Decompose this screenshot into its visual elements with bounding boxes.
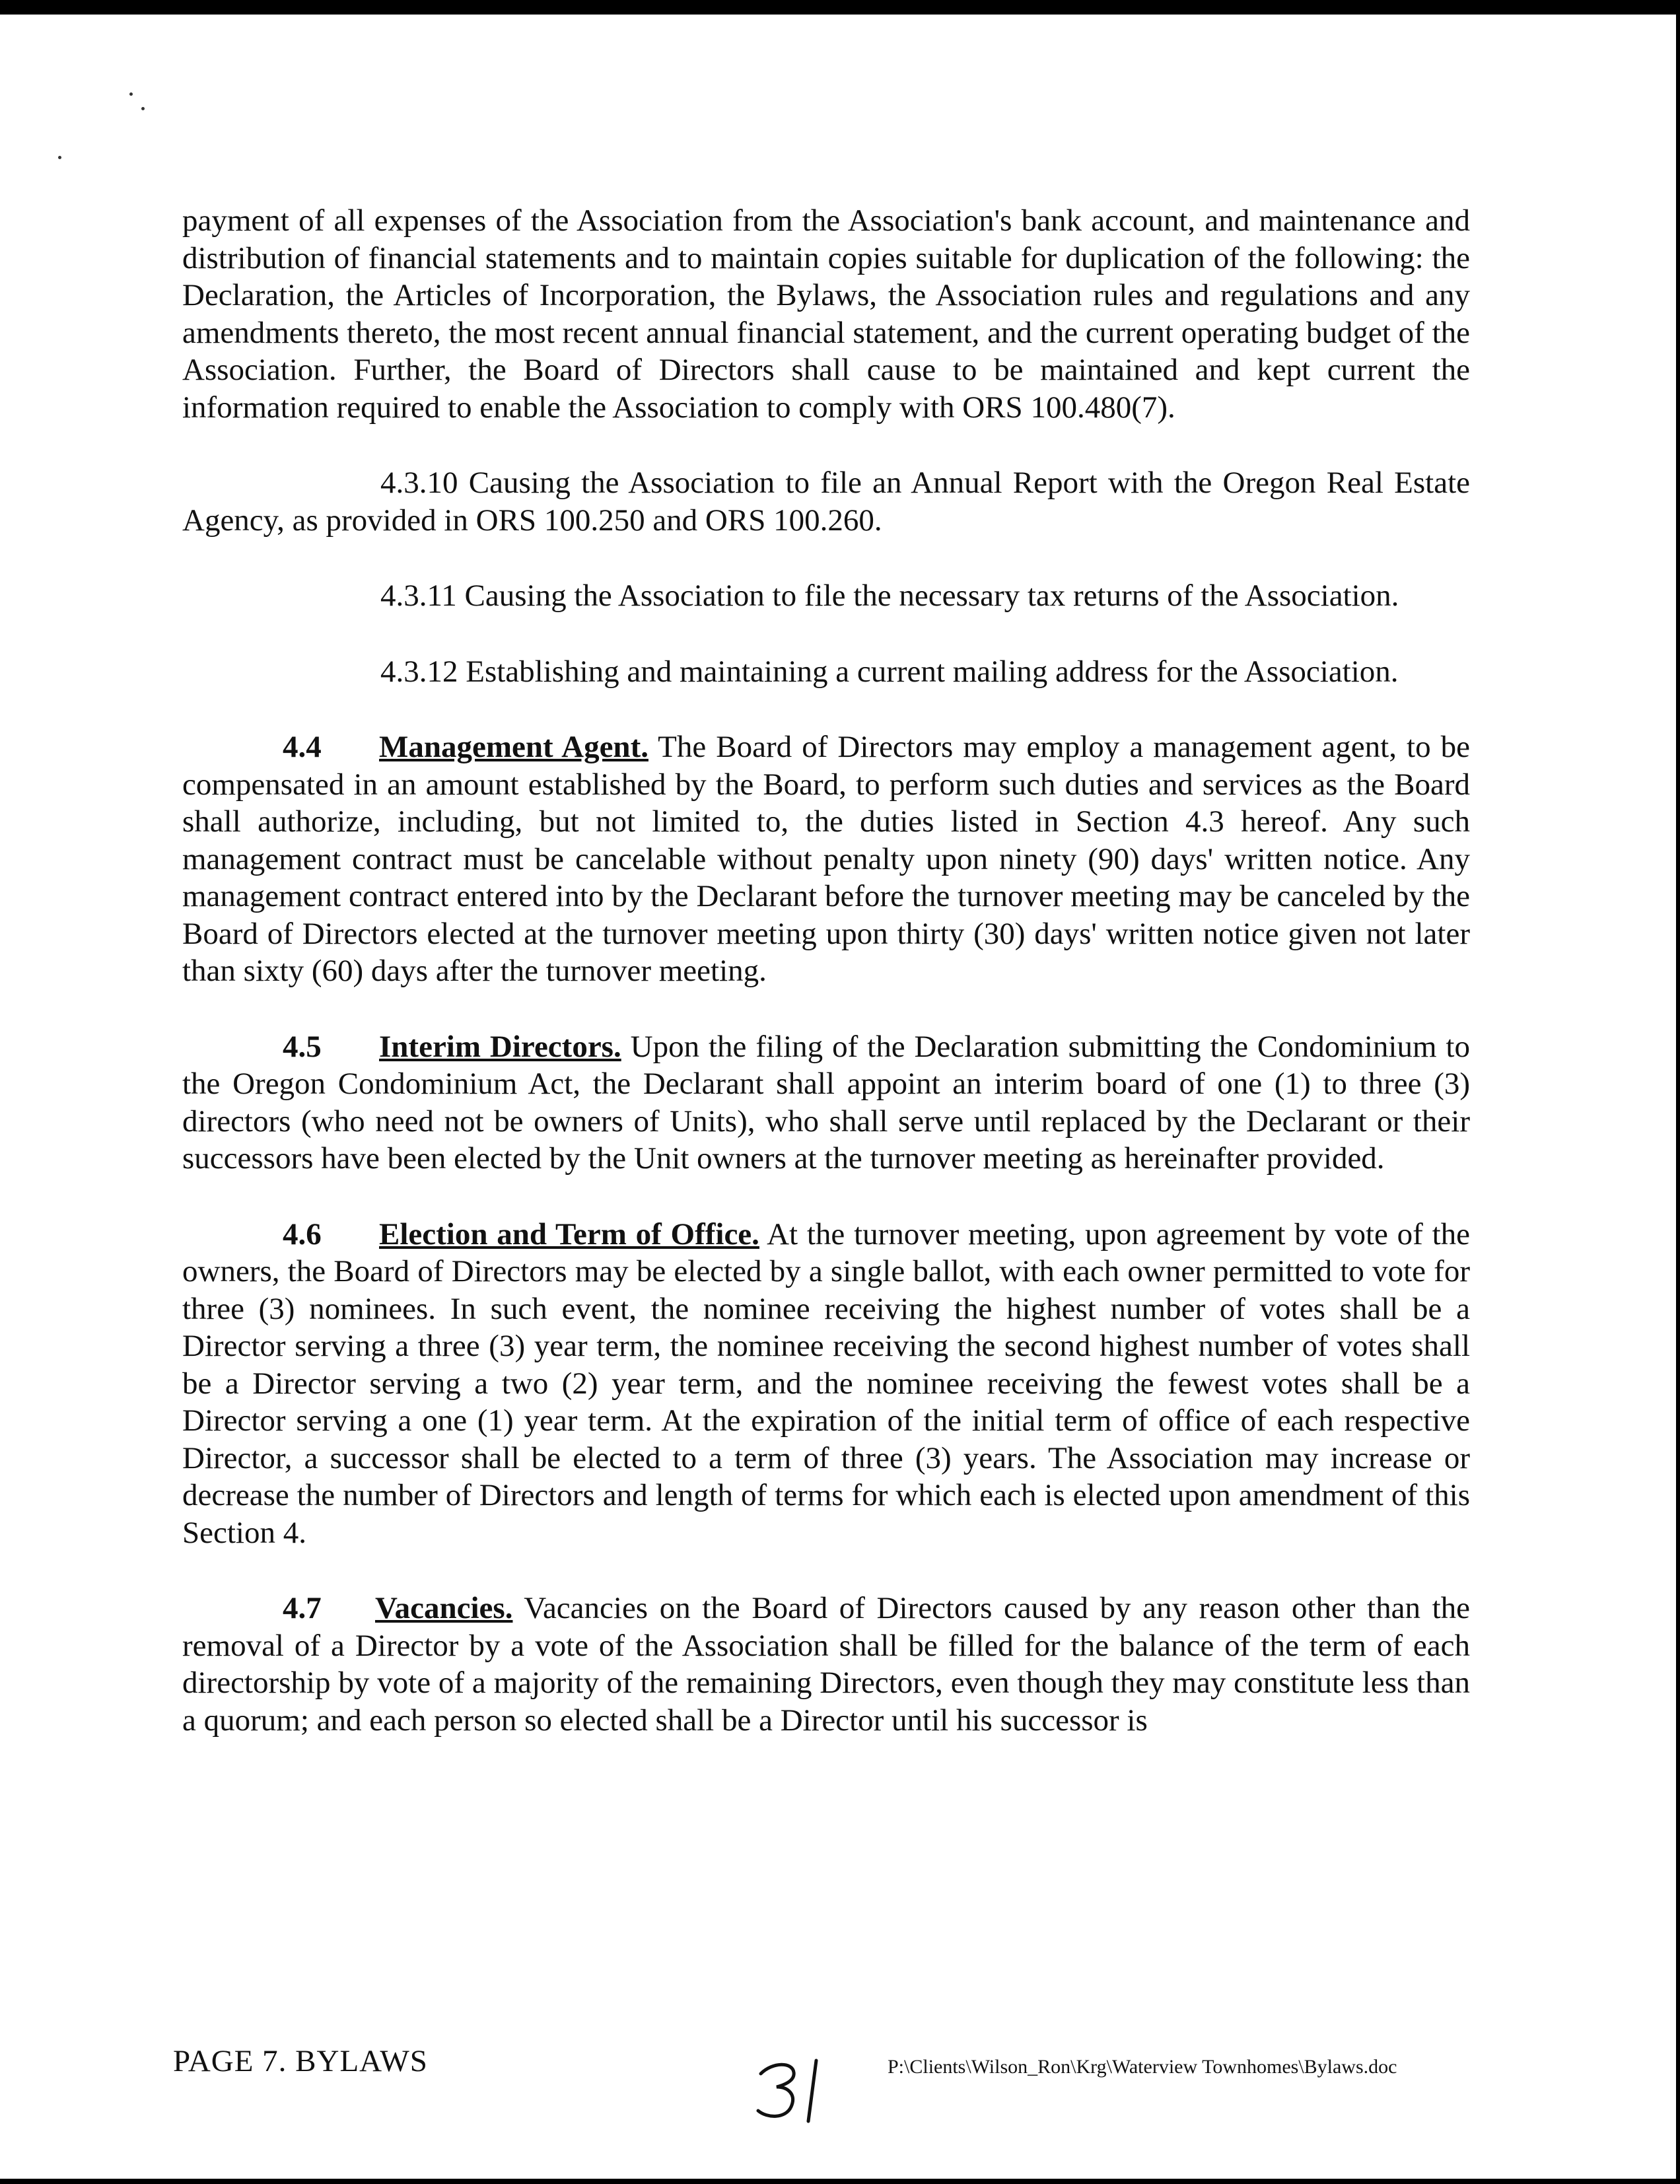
scan-speck bbox=[58, 156, 61, 159]
section-heading: Management Agent. bbox=[379, 730, 648, 764]
footer-file-path: P:\Clients\Wilson_Ron\Krg\Waterview Townhomes\Bylaws.doc bbox=[888, 2056, 1397, 2078]
section-text: Vacancies on the Board of Directors caused by any reason other than the removal of a Director by a vote of the Association shall be filled for the balance of the term of each directorship by vote of a majority of the remaining Directors, even though they may constitute less than a quorum; and each person so elected shall be a Director until his successor is bbox=[182, 1591, 1470, 1738]
section-text: Upon the filing of the Declaration submitting the Condominium to the Oregon Condominium Act, the Declarant shall appoint an interim board of one (1) to three (3) directors (who need not be owners of Units), who shall serve until replaced by the Declarant or their successors have been elected by the Unit owners at the turnover meeting as hereinafter provided. bbox=[182, 1029, 1470, 1176]
handwritten-page-number bbox=[753, 2047, 845, 2127]
footer-page-label: PAGE 7. BYLAWS bbox=[173, 2044, 428, 2078]
section-text: The Board of Directors may employ a management agent, to be compensated in an amount established by the Board, to perform such duties and services as the Board shall authorize, including, but not limited to, the duties listed in Section 4.3 hereof. Any such management contract must be cancelable without penalty upon ninety (90) days' written notice. Any management contract entered into by the Declarant before the turnover meeting may be canceled by the Board of Directors elected at the turnover meeting upon thirty (30) days' written notice given not later than sixty (60) days after the turnover meeting. bbox=[182, 730, 1470, 988]
section-number: 4.4 bbox=[283, 730, 322, 764]
item-4-3-12: 4.3.12 Establishing and maintaining a current mailing address for the Association. bbox=[380, 654, 1399, 689]
document-body bbox=[182, 202, 1470, 1739]
section-text: At the turnover meeting, upon agreement by vote of the owners, the Board of Directors may be elected by a single ballot, with each owner permitted to vote for three (3) nominees. In such event, the nominee receiving the highest number of votes shall be a Director serving a three (3) year term, the nominee receiving the second highest number of votes shall be a Director serving a two (2) year term, and the nominee receiving the fewest votes shall be a Director serving a one (1) year term. At the expiration of the initial term of office of each respective Director, a successor shall be elected to a term of three (3) years. The Association may increase or decrease the number of Directors and length of terms for which each is elected upon amendment of this Section 4. bbox=[182, 1216, 1470, 1550]
scan-speck bbox=[129, 92, 133, 96]
scan-border-right bbox=[1676, 0, 1680, 2184]
section-number: 4.7 bbox=[283, 1591, 322, 1625]
section-4-5 bbox=[182, 1028, 1470, 1178]
scan-border-top bbox=[0, 0, 1680, 15]
scan-speck bbox=[141, 107, 145, 110]
section-heading: Interim Directors. bbox=[379, 1029, 621, 1064]
paragraph-continuation: payment of all expenses of the Association from the Association's bank account, and maintenance and distribution of financial statements and to maintain copies suitable for duplication of the following: the Declaration, the Articles of Incorporation, the Bylaws, the Association rules and regulations and any amendments thereto, the most recent annual financial statement, and the current operating budget of the Association. Further, the Board of Directors shall cause to be maintained and kept current the information required to enable the Association to comply with ORS 100.480(7). bbox=[182, 203, 1470, 425]
section-heading: Election and Term of Office. bbox=[379, 1216, 759, 1251]
section-4-4 bbox=[182, 728, 1470, 990]
section-heading: Vacancies. bbox=[375, 1591, 513, 1625]
scan-border-bottom bbox=[0, 2179, 1680, 2184]
item-4-3-10: 4.3.10 Causing the Association to file an Annual Report with the Oregon Real Estate Agency, as provided in ORS 100.250 and ORS 100.260. bbox=[182, 466, 1470, 538]
section-number: 4.6 bbox=[283, 1216, 322, 1251]
section-number: 4.5 bbox=[283, 1029, 322, 1064]
item-4-3-11: 4.3.11 Causing the Association to file the necessary tax returns of the Association. bbox=[380, 579, 1399, 613]
section-4-7 bbox=[182, 1590, 1470, 1739]
section-4-6 bbox=[182, 1216, 1470, 1552]
